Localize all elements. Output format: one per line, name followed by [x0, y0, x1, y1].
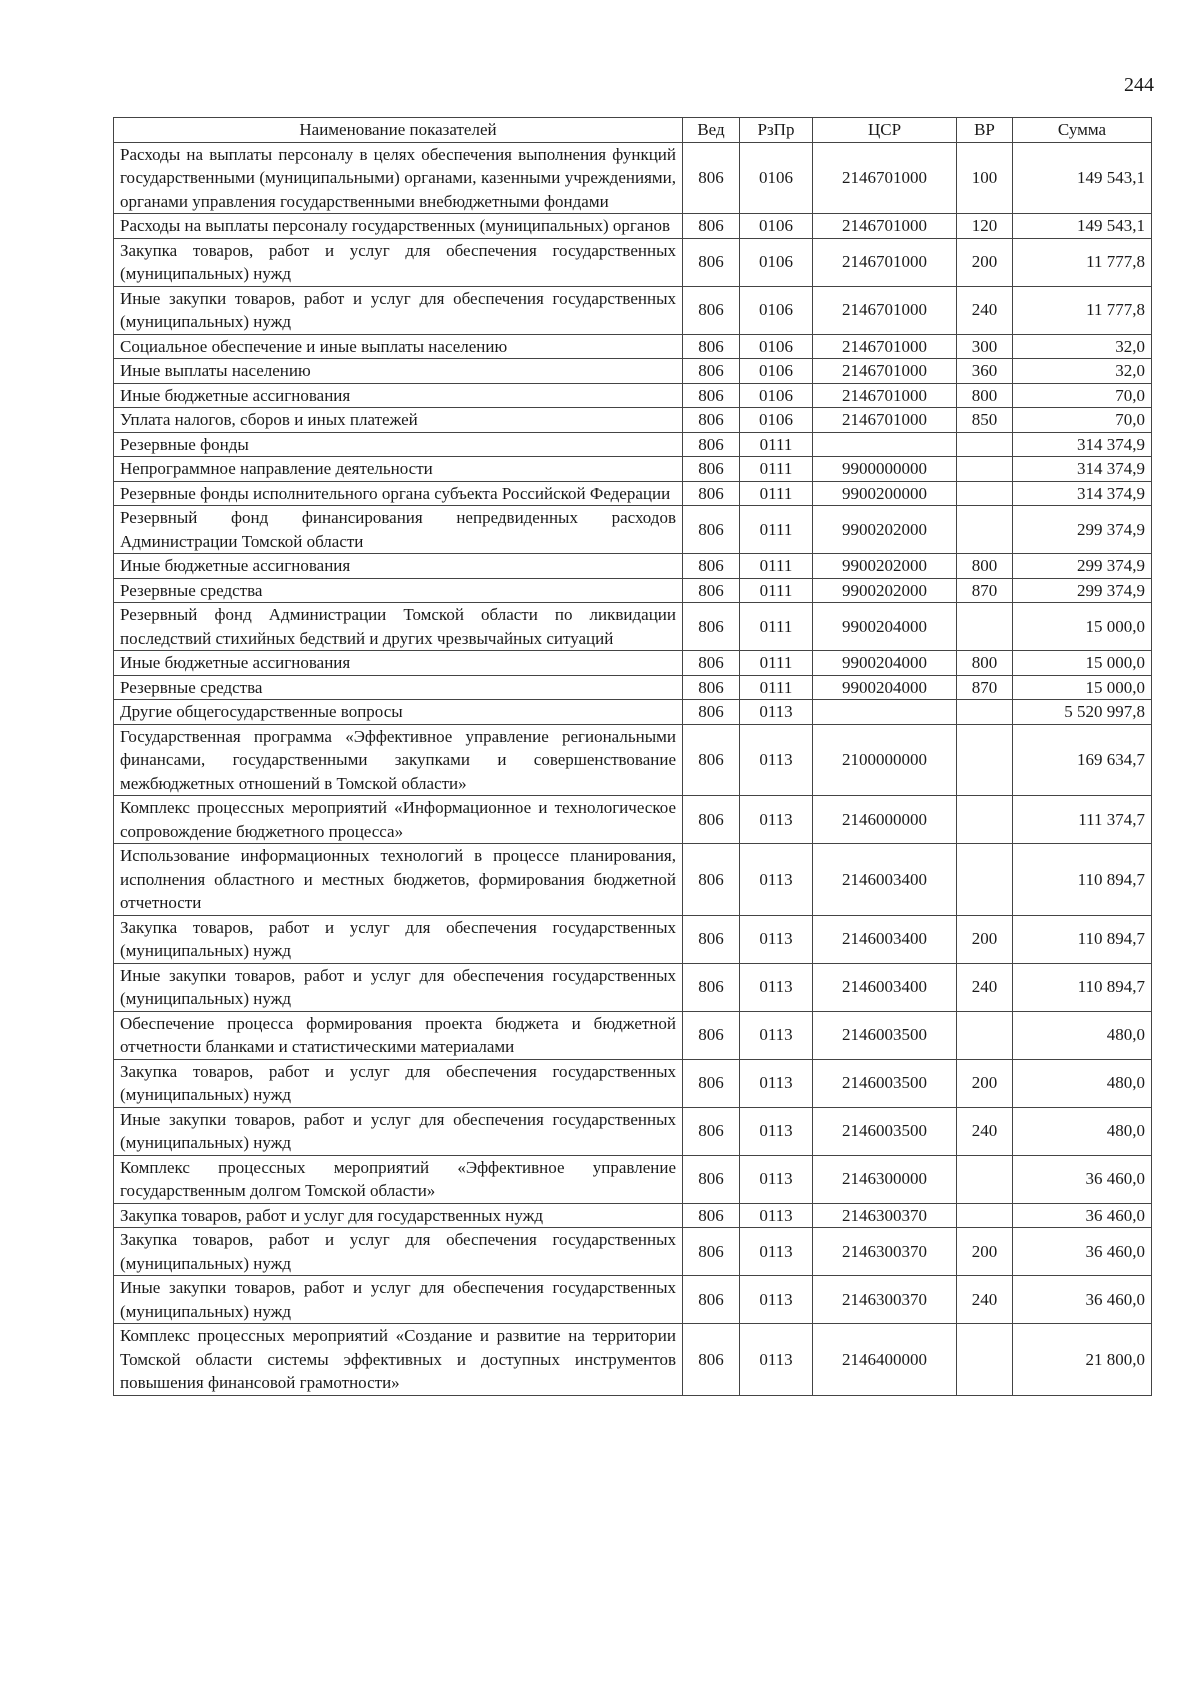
cell-ved: 806 [683, 963, 740, 1011]
cell-csr: 9900200000 [813, 481, 957, 506]
table-row [114, 214, 1152, 239]
cell-vr: 240 [957, 963, 1013, 1011]
cell-ved: 806 [683, 724, 740, 796]
cell-csr: 2146300000 [813, 1155, 957, 1203]
cell-ved: 806 [683, 1324, 740, 1396]
table-row [114, 796, 1152, 844]
cell-rzpr: 0106 [740, 142, 813, 214]
cell-vr: 200 [957, 1059, 1013, 1107]
cell-sum: 70,0 [1013, 383, 1152, 408]
cell-ved: 806 [683, 700, 740, 725]
cell-vr [957, 481, 1013, 506]
cell-name: Резервный фонд финансирования непредвиденных расходов Администрации Томской области [114, 506, 683, 554]
cell-name: Расходы на выплаты персоналу в целях обеспечения выполнения функций государственными (муниципальными) органами, казенными учреждениями, органами управления государственными внебюджетными фондами [114, 142, 683, 214]
cell-csr: 2146003400 [813, 844, 957, 916]
cell-vr [957, 603, 1013, 651]
cell-name: Иные выплаты населению [114, 359, 683, 384]
cell-csr: 2146701000 [813, 142, 957, 214]
cell-rzpr: 0111 [740, 675, 813, 700]
cell-csr: 2146701000 [813, 238, 957, 286]
column-header-name: Наименование показателей [114, 118, 683, 143]
cell-rzpr: 0111 [740, 481, 813, 506]
cell-vr [957, 844, 1013, 916]
cell-rzpr: 0106 [740, 334, 813, 359]
cell-rzpr: 0113 [740, 1011, 813, 1059]
table-row [114, 1276, 1152, 1324]
budget-table [113, 117, 1152, 1396]
cell-ved: 806 [683, 554, 740, 579]
cell-name: Резервный фонд Администрации Томской области по ликвидации последствий стихийных бедствий и других чрезвычайных ситуаций [114, 603, 683, 651]
cell-ved: 806 [683, 844, 740, 916]
cell-sum: 110 894,7 [1013, 963, 1152, 1011]
cell-vr [957, 796, 1013, 844]
cell-vr [957, 506, 1013, 554]
cell-vr: 870 [957, 578, 1013, 603]
table-row [114, 578, 1152, 603]
cell-vr: 800 [957, 651, 1013, 676]
cell-sum: 110 894,7 [1013, 844, 1152, 916]
cell-vr: 870 [957, 675, 1013, 700]
cell-rzpr: 0106 [740, 359, 813, 384]
cell-vr: 360 [957, 359, 1013, 384]
cell-sum: 111 374,7 [1013, 796, 1152, 844]
cell-csr: 2146400000 [813, 1324, 957, 1396]
cell-sum: 110 894,7 [1013, 915, 1152, 963]
cell-csr: 2146701000 [813, 408, 957, 433]
cell-sum: 15 000,0 [1013, 603, 1152, 651]
cell-ved: 806 [683, 359, 740, 384]
cell-sum: 480,0 [1013, 1059, 1152, 1107]
cell-name: Резервные средства [114, 675, 683, 700]
cell-name: Иные закупки товаров, работ и услуг для обеспечения государственных (муниципальных) нужд [114, 1276, 683, 1324]
table-row [114, 334, 1152, 359]
cell-csr: 9900204000 [813, 675, 957, 700]
cell-ved: 806 [683, 286, 740, 334]
cell-sum: 299 374,9 [1013, 554, 1152, 579]
cell-vr: 240 [957, 1107, 1013, 1155]
cell-vr: 240 [957, 1276, 1013, 1324]
column-header-sum: Сумма [1013, 118, 1152, 143]
cell-sum: 32,0 [1013, 334, 1152, 359]
cell-ved: 806 [683, 1276, 740, 1324]
cell-rzpr: 0113 [740, 1324, 813, 1396]
table-row [114, 1059, 1152, 1107]
cell-name: Закупка товаров, работ и услуг для обеспечения государственных (муниципальных) нужд [114, 1228, 683, 1276]
cell-csr: 2146701000 [813, 286, 957, 334]
cell-csr: 9900202000 [813, 506, 957, 554]
cell-ved: 806 [683, 214, 740, 239]
table-row [114, 506, 1152, 554]
cell-vr [957, 457, 1013, 482]
cell-name: Обеспечение процесса формирования проекта бюджета и бюджетной отчетности бланками и статистическими материалами [114, 1011, 683, 1059]
cell-sum: 11 777,8 [1013, 238, 1152, 286]
cell-csr: 2146701000 [813, 359, 957, 384]
cell-ved: 806 [683, 796, 740, 844]
cell-name: Закупка товаров, работ и услуг для обеспечения государственных (муниципальных) нужд [114, 238, 683, 286]
cell-csr: 9900202000 [813, 578, 957, 603]
cell-csr: 9900202000 [813, 554, 957, 579]
cell-name: Закупка товаров, работ и услуг для государственных нужд [114, 1203, 683, 1228]
cell-vr [957, 1011, 1013, 1059]
cell-sum: 5 520 997,8 [1013, 700, 1152, 725]
cell-name: Закупка товаров, работ и услуг для обеспечения государственных (муниципальных) нужд [114, 915, 683, 963]
table-row [114, 554, 1152, 579]
cell-name: Непрограммное направление деятельности [114, 457, 683, 482]
cell-rzpr: 0106 [740, 238, 813, 286]
cell-rzpr: 0113 [740, 1203, 813, 1228]
cell-sum: 299 374,9 [1013, 506, 1152, 554]
column-header-ved: Вед [683, 118, 740, 143]
cell-vr: 800 [957, 383, 1013, 408]
cell-ved: 806 [683, 1155, 740, 1203]
cell-name: Закупка товаров, работ и услуг для обеспечения государственных (муниципальных) нужд [114, 1059, 683, 1107]
cell-sum: 314 374,9 [1013, 457, 1152, 482]
cell-ved: 806 [683, 408, 740, 433]
cell-csr: 2146003400 [813, 915, 957, 963]
table-row [114, 142, 1152, 214]
cell-sum: 149 543,1 [1013, 214, 1152, 239]
cell-rzpr: 0111 [740, 554, 813, 579]
column-header-rzpr: РзПр [740, 118, 813, 143]
cell-sum: 314 374,9 [1013, 481, 1152, 506]
cell-ved: 806 [683, 457, 740, 482]
cell-csr: 2146003500 [813, 1107, 957, 1155]
cell-ved: 806 [683, 334, 740, 359]
table-row [114, 408, 1152, 433]
column-header-csr: ЦСР [813, 118, 957, 143]
cell-csr: 2146300370 [813, 1228, 957, 1276]
column-header-vr: ВР [957, 118, 1013, 143]
cell-sum: 15 000,0 [1013, 675, 1152, 700]
page-number: 244 [1124, 74, 1154, 96]
cell-name: Резервные средства [114, 578, 683, 603]
cell-name: Комплекс процессных мероприятий «Создание и развитие на территории Томской области системы эффективных и доступных инструментов повышения финансовой грамотности» [114, 1324, 683, 1396]
table-row [114, 286, 1152, 334]
cell-sum: 36 460,0 [1013, 1203, 1152, 1228]
table-row [114, 675, 1152, 700]
table-row [114, 915, 1152, 963]
cell-csr [813, 700, 957, 725]
cell-rzpr: 0111 [740, 506, 813, 554]
cell-rzpr: 0113 [740, 796, 813, 844]
cell-sum: 314 374,9 [1013, 432, 1152, 457]
cell-name: Использование информационных технологий в процессе планирования, исполнения областного и местных бюджетов, формирования бюджетной отчетности [114, 844, 683, 916]
cell-sum: 70,0 [1013, 408, 1152, 433]
table-row [114, 963, 1152, 1011]
table-row [114, 700, 1152, 725]
cell-sum: 169 634,7 [1013, 724, 1152, 796]
cell-csr [813, 432, 957, 457]
cell-name: Иные закупки товаров, работ и услуг для обеспечения государственных (муниципальных) нужд [114, 1107, 683, 1155]
cell-rzpr: 0111 [740, 432, 813, 457]
table-row [114, 1228, 1152, 1276]
cell-sum: 32,0 [1013, 359, 1152, 384]
table-row [114, 1155, 1152, 1203]
cell-rzpr: 0113 [740, 963, 813, 1011]
table-row [114, 457, 1152, 482]
cell-rzpr: 0113 [740, 1107, 813, 1155]
cell-name: Государственная программа «Эффективное управление региональными финансами, государственными закупками и совершенствование межбюджетных отношений в Томской области» [114, 724, 683, 796]
cell-name: Иные бюджетные ассигнования [114, 383, 683, 408]
cell-rzpr: 0111 [740, 457, 813, 482]
cell-csr: 2146003500 [813, 1059, 957, 1107]
cell-sum: 21 800,0 [1013, 1324, 1152, 1396]
cell-csr: 9900204000 [813, 603, 957, 651]
cell-ved: 806 [683, 915, 740, 963]
cell-name: Комплекс процессных мероприятий «Эффективное управление государственным долгом Томской области» [114, 1155, 683, 1203]
cell-ved: 806 [683, 432, 740, 457]
cell-csr: 9900204000 [813, 651, 957, 676]
cell-ved: 806 [683, 383, 740, 408]
cell-name: Резервные фонды исполнительного органа субъекта Российской Федерации [114, 481, 683, 506]
cell-csr: 2100000000 [813, 724, 957, 796]
cell-vr: 100 [957, 142, 1013, 214]
table-row [114, 359, 1152, 384]
cell-vr: 200 [957, 1228, 1013, 1276]
cell-csr: 2146300370 [813, 1203, 957, 1228]
cell-rzpr: 0113 [740, 1155, 813, 1203]
cell-sum: 149 543,1 [1013, 142, 1152, 214]
table-row [114, 724, 1152, 796]
cell-ved: 806 [683, 481, 740, 506]
cell-csr: 2146701000 [813, 214, 957, 239]
cell-vr [957, 1155, 1013, 1203]
cell-rzpr: 0113 [740, 1276, 813, 1324]
cell-ved: 806 [683, 1011, 740, 1059]
cell-sum: 15 000,0 [1013, 651, 1152, 676]
cell-vr [957, 1203, 1013, 1228]
cell-vr: 850 [957, 408, 1013, 433]
table-row [114, 383, 1152, 408]
table-row [114, 603, 1152, 651]
table-header-row [114, 118, 1152, 143]
table-row [114, 1011, 1152, 1059]
cell-ved: 806 [683, 651, 740, 676]
cell-sum: 480,0 [1013, 1011, 1152, 1059]
cell-vr: 300 [957, 334, 1013, 359]
cell-csr: 2146000000 [813, 796, 957, 844]
table-row [114, 1107, 1152, 1155]
cell-rzpr: 0113 [740, 915, 813, 963]
table-row [114, 432, 1152, 457]
cell-ved: 806 [683, 238, 740, 286]
cell-vr [957, 1324, 1013, 1396]
cell-rzpr: 0111 [740, 651, 813, 676]
cell-rzpr: 0113 [740, 1228, 813, 1276]
cell-ved: 806 [683, 578, 740, 603]
cell-sum: 11 777,8 [1013, 286, 1152, 334]
cell-rzpr: 0113 [740, 700, 813, 725]
table-row [114, 1324, 1152, 1396]
cell-vr [957, 724, 1013, 796]
cell-vr: 120 [957, 214, 1013, 239]
cell-name: Социальное обеспечение и иные выплаты населению [114, 334, 683, 359]
cell-vr: 200 [957, 238, 1013, 286]
cell-rzpr: 0113 [740, 724, 813, 796]
table-row [114, 238, 1152, 286]
cell-name: Иные закупки товаров, работ и услуг для обеспечения государственных (муниципальных) нужд [114, 286, 683, 334]
cell-csr: 2146003400 [813, 963, 957, 1011]
cell-name: Резервные фонды [114, 432, 683, 457]
cell-rzpr: 0113 [740, 1059, 813, 1107]
cell-rzpr: 0111 [740, 578, 813, 603]
table-row [114, 481, 1152, 506]
table-row [114, 651, 1152, 676]
cell-name: Иные закупки товаров, работ и услуг для обеспечения государственных (муниципальных) нужд [114, 963, 683, 1011]
table-body [114, 142, 1152, 1395]
cell-name: Уплата налогов, сборов и иных платежей [114, 408, 683, 433]
cell-name: Другие общегосударственные вопросы [114, 700, 683, 725]
cell-vr: 200 [957, 915, 1013, 963]
cell-csr: 2146300370 [813, 1276, 957, 1324]
table-row [114, 844, 1152, 916]
cell-rzpr: 0106 [740, 286, 813, 334]
cell-ved: 806 [683, 1107, 740, 1155]
cell-rzpr: 0106 [740, 408, 813, 433]
cell-rzpr: 0113 [740, 844, 813, 916]
cell-vr [957, 700, 1013, 725]
cell-ved: 806 [683, 1228, 740, 1276]
cell-name: Иные бюджетные ассигнования [114, 651, 683, 676]
cell-vr [957, 432, 1013, 457]
cell-vr: 240 [957, 286, 1013, 334]
cell-sum: 36 460,0 [1013, 1276, 1152, 1324]
cell-ved: 806 [683, 1059, 740, 1107]
cell-name: Расходы на выплаты персоналу государственных (муниципальных) органов [114, 214, 683, 239]
cell-rzpr: 0106 [740, 214, 813, 239]
cell-rzpr: 0106 [740, 383, 813, 408]
cell-name: Комплекс процессных мероприятий «Информационное и технологическое сопровождение бюджетного процесса» [114, 796, 683, 844]
cell-ved: 806 [683, 1203, 740, 1228]
cell-csr: 9900000000 [813, 457, 957, 482]
cell-sum: 36 460,0 [1013, 1228, 1152, 1276]
cell-ved: 806 [683, 675, 740, 700]
table-row [114, 1203, 1152, 1228]
cell-vr: 800 [957, 554, 1013, 579]
cell-csr: 2146003500 [813, 1011, 957, 1059]
cell-rzpr: 0111 [740, 603, 813, 651]
cell-name: Иные бюджетные ассигнования [114, 554, 683, 579]
cell-ved: 806 [683, 142, 740, 214]
cell-sum: 36 460,0 [1013, 1155, 1152, 1203]
cell-csr: 2146701000 [813, 383, 957, 408]
cell-csr: 2146701000 [813, 334, 957, 359]
cell-sum: 299 374,9 [1013, 578, 1152, 603]
cell-ved: 806 [683, 506, 740, 554]
cell-ved: 806 [683, 603, 740, 651]
cell-sum: 480,0 [1013, 1107, 1152, 1155]
